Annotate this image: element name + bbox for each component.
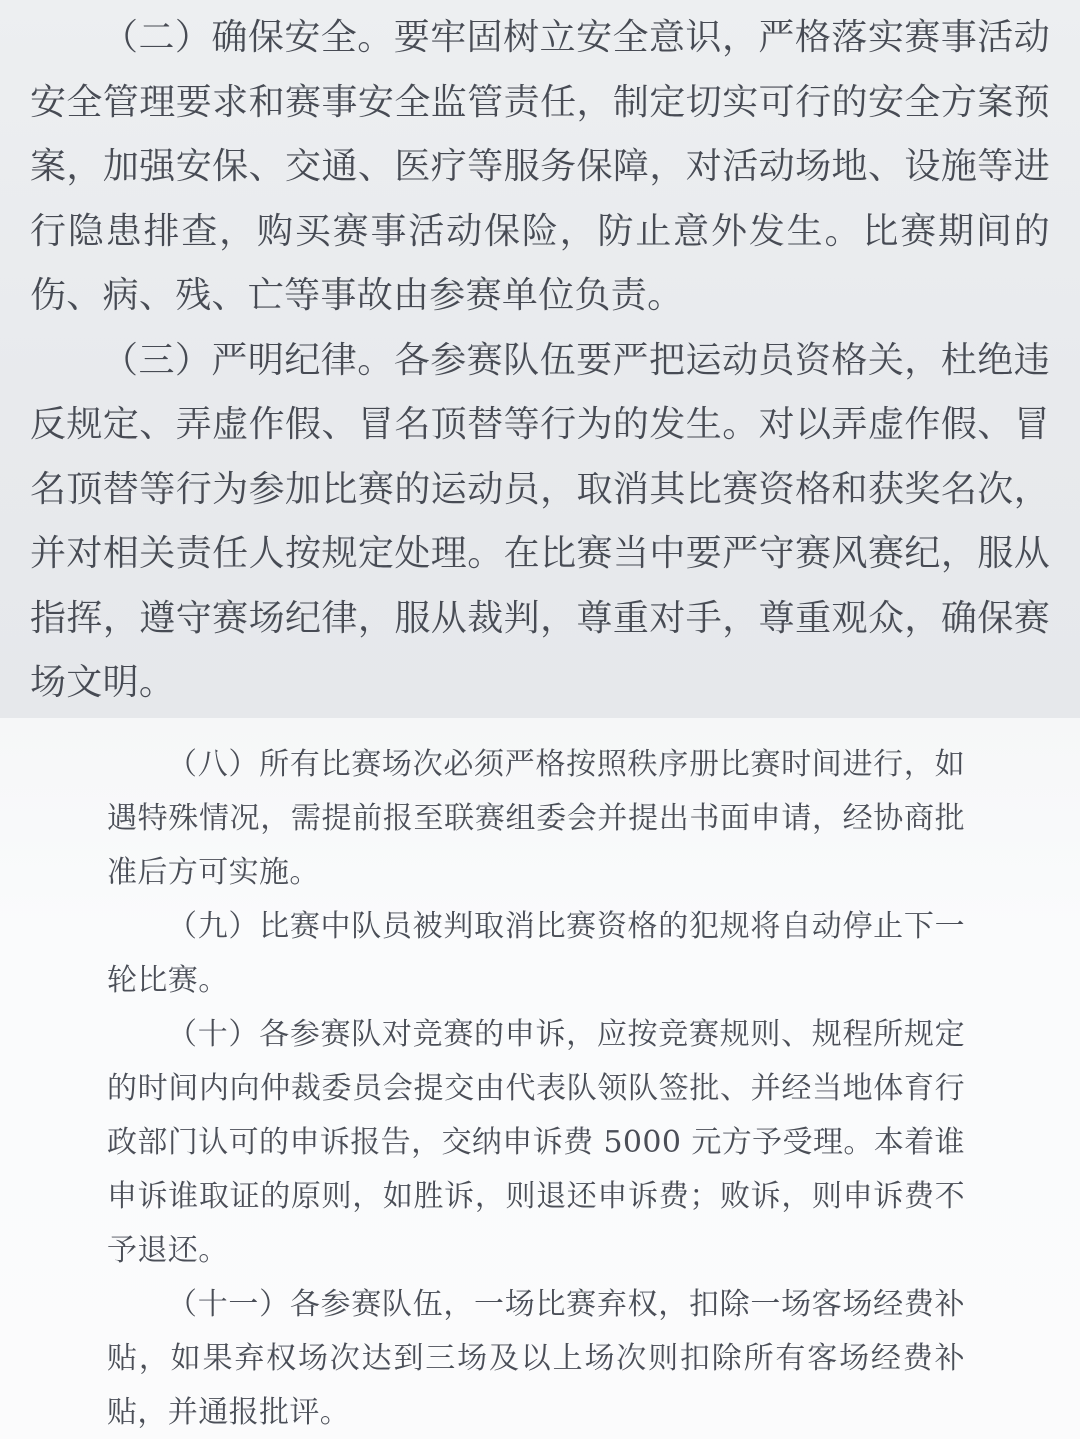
paragraph-clause-8-schedule-rule: （八）所有比赛场次必须严格按照秩序册比赛时间进行，如遇特殊情况，需提前报至联赛组委会并提出书面申请，经协商批准后方可实施。 <box>107 747 965 890</box>
paragraph-clause-2-ensure-safety: （二）确保安全。要牢固树立安全意识，严格落实赛事活动安全管理要求和赛事安全监管责任，制定切实可行的安全方案预案，加强安保、交通、医疗等服务保障，对活动场地、设施等进行隐患排查，购买赛事活动保险，防止意外发生。比赛期间的伤、病、残、亡等事故由参赛单位负责。 <box>30 17 1050 316</box>
paragraph-clause-3-strict-discipline: （三）严明纪律。各参赛队伍要严把运动员资格关，杜绝违反规定、弄虚作假、冒名顶替等行为的发生。对以弄虚作假、冒名顶替等行为参加比赛的运动员，取消其比赛资格和获奖名次，并对相关责任人按规定处理。在比赛当中要严守赛风赛纪，服从指挥，遵守赛场纪律，服从裁判，尊重对手，尊重观众，确保赛场文明。 <box>30 339 1050 703</box>
document-section-top <box>0 0 1080 718</box>
document-section-bottom <box>0 718 1080 1439</box>
paragraph-clause-10-appeal-rule: （十）各参赛队对竞赛的申诉，应按竞赛规则、规程所规定的时间内向仲裁委员会提交由代表队领队签批、并经当地体育行政部门认可的申诉报告，交纳申诉费 5000 元方予受理。本着谁申诉谁取证的原则，如胜诉，则退还申诉费；败诉，则申诉费不予退还。 <box>107 1017 965 1268</box>
paragraph-clause-9-disqualification-rule: （九）比赛中队员被判取消比赛资格的犯规将自动停止下一轮比赛。 <box>107 909 965 998</box>
paragraph-clause-11-forfeit-rule: （十一）各参赛队伍，一场比赛弃权，扣除一场客场经费补贴，如果弃权场次达到三场及以上场次则扣除所有客场经费补贴，并通报批评。 <box>107 1287 965 1430</box>
